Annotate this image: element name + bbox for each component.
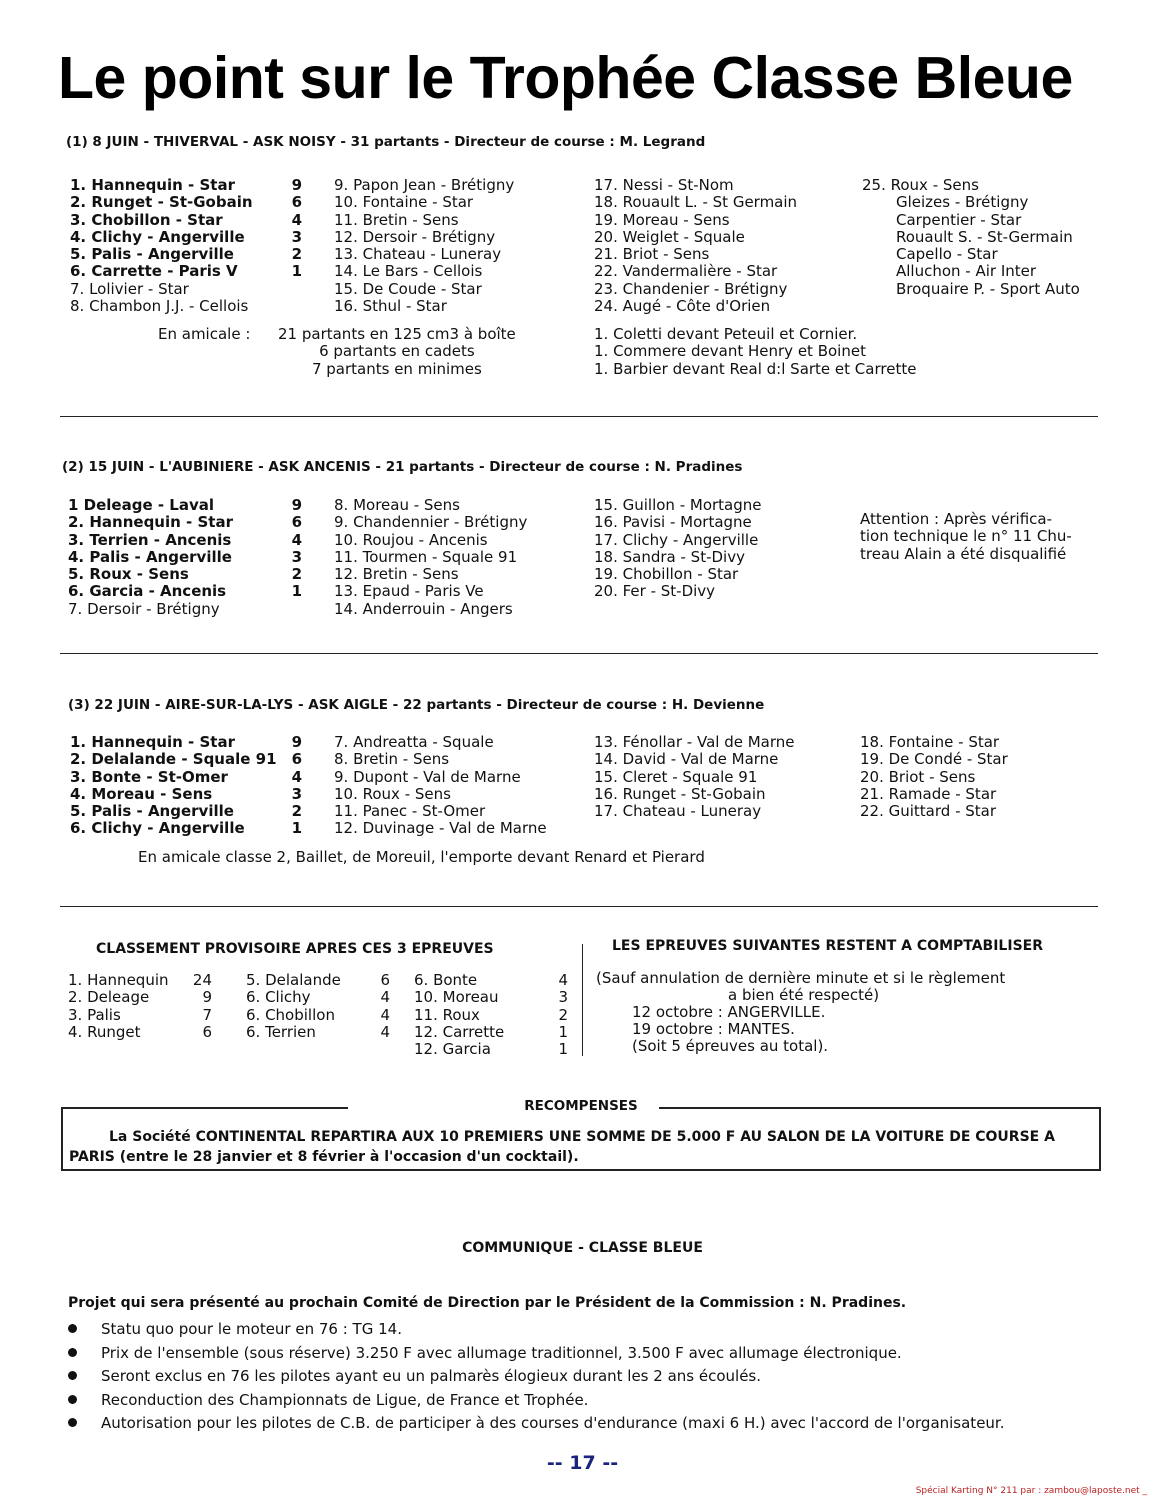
list-item: 6 [291, 513, 302, 532]
list-item: 13. Chateau - Luneray [334, 245, 502, 264]
list-item: 2. Hannequin - Star [68, 513, 233, 532]
footer-credit: Spécial Karting N° 211 par : zambou@laposte.net _ [915, 1486, 1147, 1496]
list-item: 5. Delalande [246, 971, 341, 989]
list-item: 6 [202, 1022, 212, 1041]
list-item: 12. Duvinage - Val de Marne [334, 819, 547, 838]
upcoming-title: LES EPREUVES SUIVANTES RESTENT A COMPTABILISER [612, 938, 1043, 954]
list-item: 6. Garcia - Ancenis [68, 582, 227, 601]
list-item: Seront exclus en 76 les pilotes ayant eu un palmarès élogieux durant les 2 ans écoulés. [68, 1365, 1005, 1389]
list-item: 4 [380, 1022, 390, 1041]
divider [60, 416, 1098, 417]
race2-header: (2) 15 JUIN - L'AUBINIERE - ASK ANCENIS - 21 partants - Directeur de course : N. Pradines [62, 459, 743, 475]
list-item: 1 [291, 819, 302, 838]
list-item: 7 [202, 1005, 212, 1024]
list-item: 10. Roux - Sens [334, 784, 451, 803]
list-item: 1. Commere devant Henry et Boinet [594, 342, 866, 361]
list-item: tion technique le n° 11 Chu- [860, 527, 1072, 546]
list-item: Carpentier - Star [896, 210, 1022, 229]
bullet-icon [68, 1348, 77, 1357]
list-item: Gleizes - Brétigny [896, 193, 1029, 212]
list-item: 8. Moreau - Sens [334, 496, 460, 514]
list-item: 20. Weiglet - Squale [594, 227, 745, 246]
list-item: 3. Bonte - St-Omer [70, 767, 228, 786]
list-item: 9. Dupont - Val de Marne [334, 767, 521, 786]
race2-col2 [334, 497, 527, 618]
bullet-icon [68, 1395, 77, 1404]
list-item: 9 [291, 733, 302, 751]
list-item: 12. Garcia [414, 1040, 491, 1059]
list-item: Reconduction des Championnats de Ligue, de France et Trophée. [68, 1389, 1005, 1413]
list-item: Autorisation pour les pilotes de C.B. de participer à des courses d'endurance (maxi 6 H.) avec l'accord de l'organisateur. [68, 1412, 1005, 1436]
list-item: 16. Sthul - Star [334, 297, 447, 316]
race1-col3 [594, 177, 797, 315]
standings-c1-names [68, 972, 169, 1041]
list-item: 6. Carrette - Paris V [70, 262, 238, 281]
list-item: 6 [380, 971, 390, 989]
list-item: 4 [380, 988, 390, 1007]
list-item: 1. Hannequin - Star [70, 176, 235, 194]
list-item: 13. Epaud - Paris Ve [334, 582, 484, 601]
race3-col4 [860, 734, 1008, 820]
page-title: Le point sur le Trophée Classe Bleue [58, 45, 1073, 111]
standings-c3-names [414, 972, 504, 1058]
list-item: 2 [291, 245, 302, 264]
page-number: -- 17 -- [546, 1452, 619, 1474]
list-item: 18. Sandra - St-Divy [594, 547, 745, 566]
list-item: 2 [558, 1005, 568, 1024]
race1-points [282, 177, 302, 281]
list-item: 4 [291, 210, 302, 229]
list-item: 1. Hannequin [68, 971, 169, 989]
list-item: Alluchon - Air Inter [896, 262, 1037, 281]
list-item: 20. Fer - St-Divy [594, 582, 716, 601]
list-item: 7. Dersoir - Brétigny [68, 599, 220, 618]
list-item: 17. Clichy - Angerville [594, 530, 759, 549]
bullet-icon [68, 1371, 77, 1380]
list-item: a bien été respecté) [728, 986, 880, 1004]
list-item: 8. Chambon J.J. - Cellois [70, 297, 249, 316]
recompenses-text: La Société CONTINENTAL REPARTIRA AUX 10 PREMIERS UNE SOMME DE 5.000 F AU SALON DE LA VOITURE DE COURSE A PARIS (entre le 28 janvier et 8 février à l'occasion d'un cocktail). [69, 1129, 1055, 1165]
list-item: 6 [291, 193, 302, 212]
race2-points [282, 497, 302, 601]
list-item: 15. De Coude - Star [334, 279, 482, 298]
list-item: 3 [291, 227, 302, 246]
list-item: 6. Chobillon [246, 1005, 335, 1024]
list-item: 2. Delalande - Squale 91 [70, 750, 277, 769]
list-item: Broquaire P. - Sport Auto [896, 279, 1080, 298]
standings-c2-points [362, 972, 390, 1041]
race3-points [282, 734, 302, 838]
bullet-icon [68, 1324, 77, 1333]
list-item: 6. Clichy [246, 988, 311, 1007]
list-item: 15. Guillon - Mortagne [594, 496, 762, 514]
list-item: 15. Cleret - Squale 91 [594, 767, 758, 786]
list-item: 2 [291, 802, 302, 821]
race1-amicale-results [594, 326, 916, 378]
list-item: 9. Chandennier - Brétigny [334, 513, 528, 532]
list-item: treau Alain a été disqualifié [860, 544, 1067, 563]
recompenses-title: RECOMPENSES [524, 1098, 638, 1114]
list-item: 24 [192, 971, 212, 989]
list-item: 13. Fénollar - Val de Marne [594, 733, 795, 751]
list-item: 4. Moreau - Sens [70, 784, 213, 803]
list-item: 3. Terrien - Ancenis [68, 530, 232, 549]
list-item: 16. Pavisi - Mortagne [594, 513, 752, 532]
list-item: 22. Vandermalière - Star [594, 262, 778, 281]
list-item: 4. Clichy - Angerville [70, 227, 245, 246]
list-item: Statu quo pour le moteur en 76 : TG 14. [68, 1318, 1005, 1342]
list-item: 23. Chandenier - Brétigny [594, 279, 788, 298]
list-item: 22. Guittard - Star [860, 802, 997, 821]
list-item: 12 octobre : ANGERVILLE. [632, 1003, 826, 1021]
list-item: 9 [291, 496, 302, 514]
list-item: 1 [291, 582, 302, 601]
list-item: 10. Moreau [414, 988, 499, 1007]
list-item: 6. Clichy - Angerville [70, 819, 245, 838]
race2-col1 [68, 497, 233, 618]
communique-title: COMMUNIQUE - CLASSE BLEUE [462, 1240, 703, 1256]
list-item: 20. Briot - Sens [860, 767, 976, 786]
list-item: 4 [291, 767, 302, 786]
list-item: 12. Bretin - Sens [334, 565, 459, 584]
race3-col3 [594, 734, 795, 820]
list-item: 3 [291, 784, 302, 803]
list-item: 17. Nessi - St-Nom [594, 176, 734, 194]
communique-items [68, 1318, 1005, 1436]
race1-amicale [278, 326, 516, 378]
communique-intro: Projet qui sera présenté au prochain Comité de Direction par le Président de la Commission : N. Pradines. [68, 1295, 907, 1311]
list-item: 5. Roux - Sens [68, 565, 189, 584]
race3-amicale: En amicale classe 2, Baillet, de Moreuil, l'emporte devant Renard et Pierard [138, 848, 705, 866]
list-item: 19 octobre : MANTES. [632, 1020, 795, 1038]
standings-c1-points [182, 972, 212, 1041]
list-item: 1. Coletti devant Peteuil et Cornier. [594, 325, 858, 343]
list-item: 14. Le Bars - Cellois [334, 262, 483, 281]
list-item: 2. Deleage [68, 988, 150, 1007]
race1-header: (1) 8 JUIN - THIVERVAL - ASK NOISY - 31 partants - Directeur de course : M. Legrand [66, 134, 706, 150]
list-item: 1. Barbier devant Real d:l Sarte et Carrette [594, 359, 917, 378]
list-item: 9 [291, 176, 302, 194]
list-item: 3. Chobillon - Star [70, 210, 223, 229]
list-item: 6. Bonte [414, 971, 478, 989]
list-item: 12. Dersoir - Brétigny [334, 227, 496, 246]
list-item: 18. Fontaine - Star [860, 733, 1000, 751]
race3-col2 [334, 734, 547, 838]
race3-col1 [70, 734, 277, 838]
list-item: 19. De Condé - Star [860, 750, 1008, 769]
list-item: 1 [291, 262, 302, 281]
list-item: 1 Deleage - Laval [68, 496, 215, 514]
list-item: 3. Palis [68, 1005, 121, 1024]
list-item: 5. Palis - Angerville [70, 802, 234, 821]
race1-col4 [862, 177, 1080, 298]
list-item: 10. Roujou - Ancenis [334, 530, 488, 549]
list-item: 4 [558, 971, 568, 989]
list-item: 14. Anderrouin - Angers [334, 599, 513, 618]
list-item: 2. Runget - St-Gobain [70, 193, 253, 212]
list-item: 9. Papon Jean - Brétigny [334, 176, 515, 194]
list-item: 4 [380, 1005, 390, 1024]
list-item: 11. Bretin - Sens [334, 210, 459, 229]
standings-c3-points [540, 972, 568, 1058]
divider [60, 906, 1098, 907]
list-item: 1. Hannequin - Star [70, 733, 235, 751]
list-item: 4 [291, 530, 302, 549]
bullet-icon [68, 1418, 77, 1427]
race1-col2 [334, 177, 514, 315]
list-item: 4. Palis - Angerville [68, 547, 232, 566]
list-item: 2 [291, 565, 302, 584]
list-item: 6 [291, 750, 302, 769]
list-item: 3 [291, 547, 302, 566]
list-item: 5. Palis - Angerville [70, 245, 234, 264]
list-item: 1 [558, 1022, 568, 1041]
list-item: 4. Runget [68, 1022, 141, 1041]
list-item: 11. Roux [414, 1005, 480, 1024]
race1-amicale-label: En amicale : [158, 325, 251, 343]
race1-col1 [70, 177, 253, 315]
list-item: 11. Tourmen - Squale 91 [334, 547, 518, 566]
list-item: 21. Ramade - Star [860, 784, 997, 803]
list-item: Attention : Après vérifica- [860, 510, 1052, 528]
list-item: 10. Fontaine - Star [334, 193, 474, 212]
list-item: 24. Augé - Côte d'Orien [594, 297, 771, 316]
list-item: 12. Carrette [414, 1022, 505, 1041]
list-item: 21. Briot - Sens [594, 245, 710, 264]
upcoming-lines [596, 970, 1005, 1055]
list-item: 3 [558, 988, 568, 1007]
list-item: 6 partants en cadets [319, 342, 475, 361]
standings-title: CLASSEMENT PROVISOIRE APRES CES 3 EPREUVES [96, 941, 494, 957]
standings-c2-names [246, 972, 341, 1041]
list-item: 21 partants en 125 cm3 à boîte [278, 325, 516, 343]
list-item: 18. Rouault L. - St Germain [594, 193, 798, 212]
list-item: 7 partants en minimes [311, 359, 482, 378]
list-item: 14. David - Val de Marne [594, 750, 779, 769]
list-item: Capello - Star [896, 245, 998, 264]
list-item: 11. Panec - St-Omer [334, 802, 486, 821]
divider [60, 653, 1098, 654]
list-item: 7. Lolivier - Star [70, 279, 189, 298]
list-item: 19. Moreau - Sens [594, 210, 730, 229]
list-item: Prix de l'ensemble (sous réserve) 3.250 F avec allumage traditionnel, 3.500 F avec allumage électronique. [68, 1342, 1005, 1366]
list-item: 8. Bretin - Sens [334, 750, 450, 769]
race2-note [860, 511, 1100, 563]
list-item: 7. Andreatta - Squale [334, 733, 494, 751]
column-divider [582, 944, 583, 1056]
list-item: (Sauf annulation de dernière minute et si le règlement [596, 969, 1006, 987]
list-item: Rouault S. - St-Germain [896, 227, 1073, 246]
list-item: 19. Chobillon - Star [594, 565, 739, 584]
list-item: 25. Roux - Sens [862, 176, 979, 194]
recompenses-box [61, 1098, 1101, 1171]
list-item: 6. Terrien [246, 1022, 316, 1041]
list-item: 1 [558, 1040, 568, 1059]
list-item: 17. Chateau - Luneray [594, 802, 762, 821]
list-item: (Soit 5 épreuves au total). [632, 1037, 829, 1055]
race2-col3 [594, 497, 762, 601]
list-item: 16. Runget - St-Gobain [594, 784, 766, 803]
race3-header: (3) 22 JUIN - AIRE-SUR-LA-LYS - ASK AIGLE - 22 partants - Directeur de course : H. Devienne [68, 697, 765, 713]
list-item: 9 [202, 988, 212, 1007]
